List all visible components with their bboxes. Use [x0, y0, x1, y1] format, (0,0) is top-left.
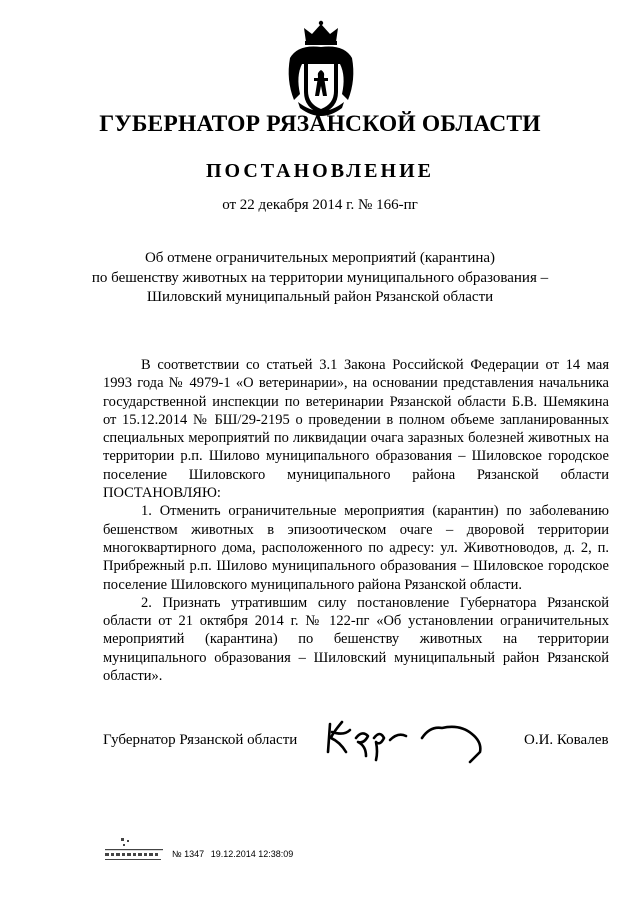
subject-line: Об отмене ограничительных мероприятий (карантина) [144, 250, 496, 266]
document-body [103, 356, 609, 685]
issuing-authority-title: ГУБЕРНАТОР РЯЗАНСКОЙ ОБЛАСТИ [99, 111, 541, 137]
registration-info [172, 849, 297, 859]
registration-stamp-icon [103, 838, 165, 862]
signatory-position: Губернатор Рязанской области [103, 732, 298, 748]
registration-datetime: 19.12.2014 12:38:09 [210, 849, 294, 859]
preamble-paragraph: В соответствии со статьей 3.1 Закона Российской Федерации от 14 мая 1993 года № 4979-1 «О ветеринарии», на основании представления начальника государственной инспекции по ветеринарии Рязанской области Б.В. Шемякина от 15.12.2014 № БШ/29-2195 о проведении в полном объеме запланированных специальных мероприятий по ликвидации очага заразных болезней животных на территории р.п. Шилово муниципального образования – Шиловское городское поселение Шиловского муниципального района Рязанской области ПОСТАНОВЛЯЮ: [103, 357, 609, 502]
subject-line: по бешенству животных на территории муниципального образования – [91, 269, 549, 286]
registration-number: № 1347 [172, 849, 205, 859]
document-date-number: от 22 декабря 2014 г. № 166-пг [222, 197, 418, 213]
signatory-name: О.И. Ковалев [524, 732, 609, 748]
document-type-title: ПОСТАНОВЛЕНИЕ [206, 160, 434, 182]
resolution-item-1: 1. Отменить ограничительные мероприятия (карантин) по заболеванию бешенством животных в эпизоотическом очаге – дворовой территории многоквартирного дома, расположенного по адресу: ул. Животноводов, д. 2, п. Прибрежный р.п. Шилово муниципального образования – Шиловское городское поселение Шиловского муниципального района Рязанской области. [103, 503, 609, 593]
document-subject [60, 249, 580, 308]
coat-of-arms-icon [284, 20, 358, 116]
resolution-item-2: 2. Признать утратившим силу постановление Губернатора Рязанской области от 21 октября 2014 г. № 122-пг «Об установлении ограничительных мероприятий (карантина) по бешенству животных на территории муниципального образования – Шиловский муниципальный район Рязанской области». [103, 594, 609, 685]
subject-line: Шиловский муниципальный район Рязанской области [146, 289, 494, 305]
handwritten-signature-icon [322, 712, 502, 764]
